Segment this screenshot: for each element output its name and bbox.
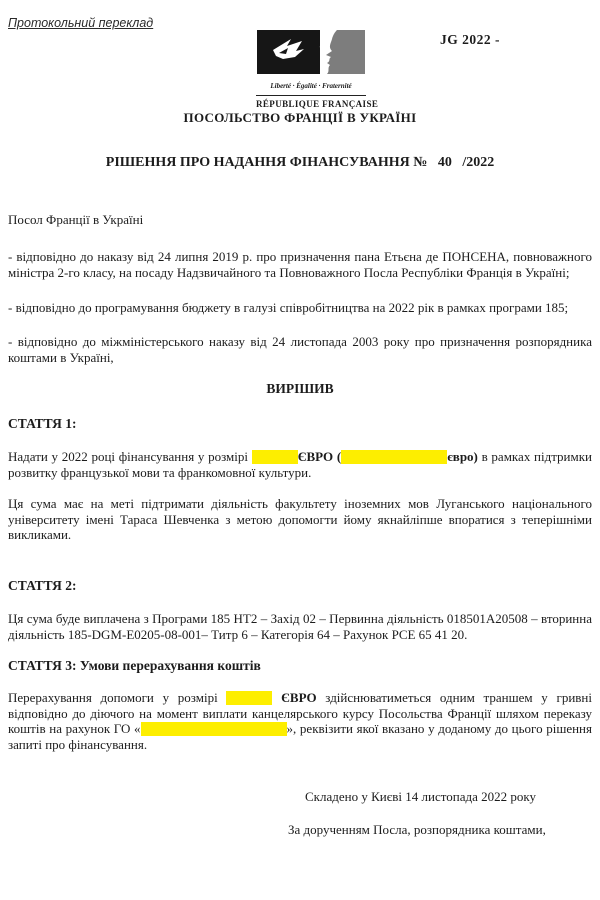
article-1-amount-lead: Надати у 2022 році фінансування у розмірі	[8, 449, 252, 464]
preamble-intro: Посол Франції в Україні	[8, 212, 144, 227]
article-3-paragraph-tail: », реквізити якої вказано у доданому до цього рішення запиті про фінансування.	[8, 721, 592, 752]
currency-label-close: євро)	[447, 449, 478, 464]
france-government-logo	[256, 30, 379, 113]
article-2-heading: СТАТТЯ 2:	[8, 578, 77, 593]
preamble-item-3: - відповідно до міжміністерського наказу від 24 листопада 2003 року про призначення розпорядника коштами в Україні,	[8, 334, 592, 365]
decision-word: ВИРІШИВ	[266, 381, 334, 396]
transfer-currency-label: ЄВРО	[272, 690, 326, 705]
article-3-paragraph-mid: здійснюватиметься одним траншем у гривні відповідно до діючого на момент виплати канцелярського курсу Посольства Франції шляхом переказу коштів на рахунок ГО «	[8, 690, 592, 736]
document-reference: JG 2022 -	[440, 32, 500, 47]
currency-label-open: ЄВРО (	[297, 449, 342, 464]
article-1-paragraph-1-tail: в рамках підтримки розвитку французької мови та франкомовної культури.	[8, 449, 592, 480]
preamble-item-2: - відповідно до програмування бюджету в галузі співробітництва на 2022 рік в рамках програми 185;	[8, 300, 569, 315]
signature-line: За дорученням Посла, розпорядника коштами,	[288, 822, 546, 837]
article-1-heading: СТАТТЯ 1:	[8, 416, 77, 431]
place-and-date-line: Складено у Києві 14 листопада 2022 року	[305, 789, 537, 804]
article-3-heading: СТАТТЯ 3: Умови перерахування коштів	[8, 658, 261, 673]
article-3-amount-lead: Перерахування допомоги у розмірі	[8, 690, 227, 705]
article-2-body: Ця сума буде виплачена з Програми 185 HT2 – Захід 02 – Первинна діяльність 018501A20508 – вторинна діяльність 185-DGM-E0205-08-001– Титр 6 – Категорія 64 – Рахунок PCE 65 41 20.	[8, 611, 592, 642]
redacted-amount-words	[341, 450, 447, 464]
redacted-organization-name	[141, 722, 287, 736]
logo-motto: Liberté · Égalité · Fraternité	[256, 79, 366, 97]
article-3-paragraph-1	[8, 690, 592, 752]
document-title: РІШЕННЯ ПРО НАДАННЯ ФІНАНСУВАННЯ № 40 /2022	[105, 155, 495, 170]
embassy-name: ПОСОЛЬСТВО ФРАНЦІЇ В УКРАЇНІ	[183, 110, 417, 125]
logo-country-name: RÉPUBLIQUE FRANÇAISE	[256, 99, 379, 109]
article-1-paragraph-1	[8, 449, 592, 480]
translation-note: Протокольний переклад	[8, 16, 154, 30]
preamble-item-1: - відповідно до наказу від 24 липня 2019 р. про призначення пана Етьєна де ПОНСЕНА, повноважного міністра 2-го класу, на посаду Надзвичайного та Повноважного Посла Республіки Франція в Україні;	[8, 249, 592, 280]
redacted-amount-digits	[252, 450, 298, 464]
redacted-transfer-amount	[226, 691, 272, 705]
article-1-paragraph-2: Ця сума має на меті підтримати діяльність факультету іноземних мов Луганського національного університету імені Тараса Шевченка з метою допомогти йому якнайліпше впоратися з теперішніми викликами.	[8, 496, 592, 542]
marianne-logo-icon	[257, 30, 365, 74]
